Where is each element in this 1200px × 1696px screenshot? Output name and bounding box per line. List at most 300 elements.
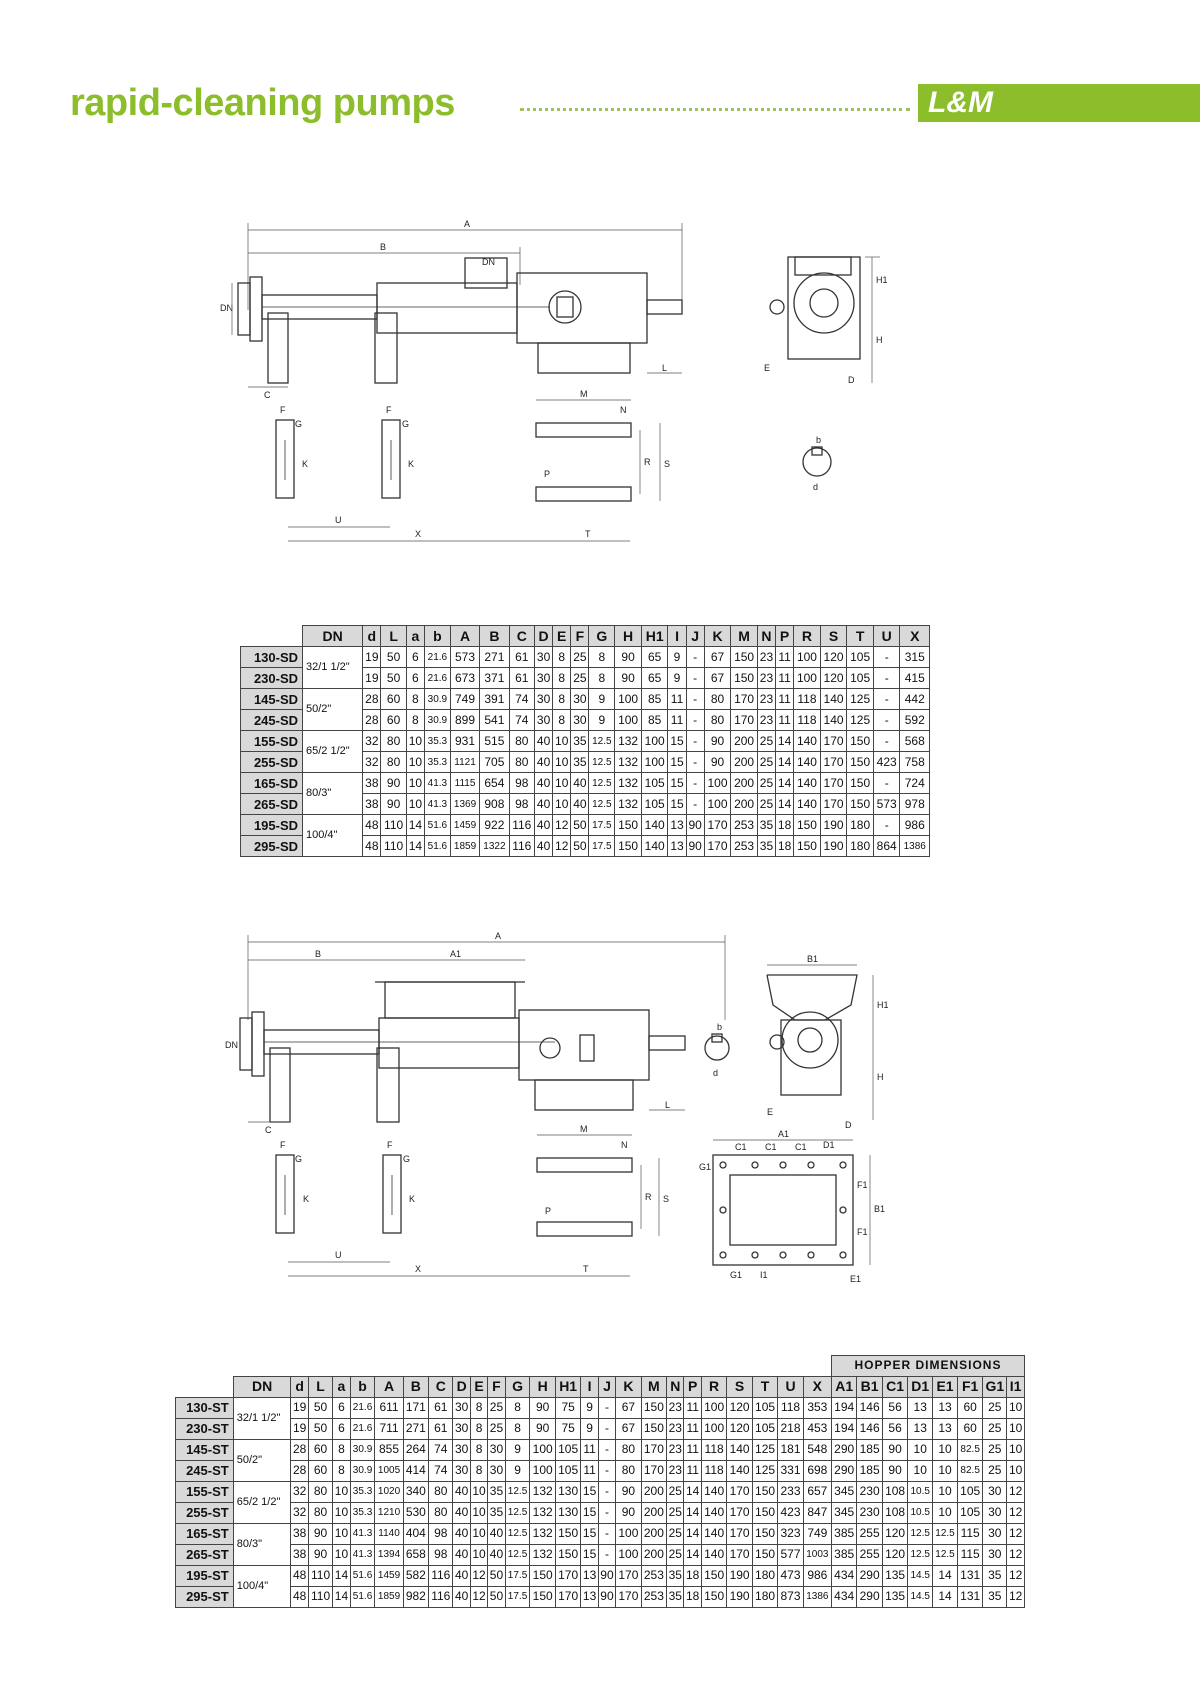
value-cell: 25 [757, 794, 775, 815]
value-cell: 150 [794, 815, 821, 836]
value-cell: 548 [803, 1439, 831, 1460]
value-cell: 50 [571, 836, 589, 857]
value-cell: 18 [684, 1565, 701, 1586]
st-table-body [176, 1397, 1025, 1607]
value-cell: - [873, 668, 900, 689]
value-cell: 48 [291, 1586, 308, 1607]
value-cell: 80 [509, 752, 534, 773]
value-cell: 21.6 [424, 647, 450, 668]
value-cell: - [686, 773, 704, 794]
value-cell: 140 [820, 710, 847, 731]
value-cell: 67 [616, 1397, 641, 1418]
value-cell: 48 [363, 815, 381, 836]
value-cell: 105 [957, 1502, 982, 1523]
value-cell: 290 [857, 1586, 882, 1607]
value-cell: 105 [641, 794, 668, 815]
svg-text:G: G [403, 1154, 411, 1164]
value-cell: 14 [406, 836, 424, 857]
value-cell: 371 [480, 668, 509, 689]
value-cell: 12.5 [933, 1544, 958, 1565]
value-cell: - [598, 1418, 615, 1439]
value-cell: 1003 [803, 1544, 831, 1565]
value-cell: 32 [291, 1481, 308, 1502]
value-cell: - [686, 668, 704, 689]
value-cell: 105 [752, 1418, 777, 1439]
value-cell: 120 [727, 1418, 752, 1439]
value-cell: 140 [701, 1481, 726, 1502]
value-cell: 6 [406, 668, 424, 689]
value-cell: 32 [363, 731, 381, 752]
value-cell: 85 [641, 710, 668, 731]
value-cell: 21.6 [350, 1397, 375, 1418]
value-cell: 194 [831, 1418, 856, 1439]
model-cell: 295-SD [241, 836, 303, 857]
value-cell: 170 [820, 794, 847, 815]
value-cell: 116 [509, 836, 534, 857]
svg-text:U: U [335, 1250, 342, 1260]
value-cell: 98 [509, 773, 534, 794]
value-cell: 17.5 [589, 836, 615, 857]
value-cell: 12 [553, 815, 571, 836]
svg-text:B: B [315, 949, 322, 959]
value-cell: 35 [983, 1565, 1007, 1586]
svg-text:F: F [387, 1140, 393, 1150]
value-cell: 98 [509, 794, 534, 815]
value-cell: 10 [553, 773, 571, 794]
value-cell: 90 [598, 1565, 615, 1586]
value-cell: 118 [794, 689, 821, 710]
value-cell: 180 [752, 1565, 777, 1586]
table-row [241, 647, 930, 668]
value-cell: 40 [535, 752, 553, 773]
svg-text:G: G [295, 1154, 303, 1164]
value-cell: 140 [701, 1523, 726, 1544]
value-cell: 146 [857, 1397, 882, 1418]
value-cell: 90 [882, 1439, 907, 1460]
value-cell: 10 [933, 1502, 958, 1523]
value-cell: 10 [553, 794, 571, 815]
value-cell: 118 [701, 1460, 726, 1481]
value-cell: 125 [752, 1460, 777, 1481]
dn-cell: 50/2" [303, 689, 363, 731]
value-cell: 132 [530, 1523, 555, 1544]
value-cell: 13 [668, 836, 686, 857]
value-cell: 185 [857, 1439, 882, 1460]
value-cell: 90 [704, 752, 731, 773]
svg-text:T: T [583, 1264, 589, 1274]
value-cell: 255 [857, 1523, 882, 1544]
value-cell: 74 [509, 689, 534, 710]
value-cell: 582 [403, 1565, 428, 1586]
table-row [176, 1397, 1025, 1418]
value-cell: 38 [363, 794, 381, 815]
value-cell: 573 [450, 647, 479, 668]
value-cell: 6 [333, 1397, 350, 1418]
table-row [241, 815, 930, 836]
value-cell: 200 [731, 731, 758, 752]
svg-text:F1: F1 [857, 1180, 868, 1190]
value-cell: 140 [641, 815, 668, 836]
value-cell: 14 [684, 1544, 701, 1565]
value-cell: 9 [589, 710, 615, 731]
value-cell: 12.5 [933, 1523, 958, 1544]
svg-text:G: G [295, 419, 303, 429]
value-cell: 41.3 [350, 1544, 375, 1565]
value-cell: 90 [882, 1460, 907, 1481]
value-cell: - [598, 1460, 615, 1481]
value-cell: 18 [776, 836, 794, 857]
value-cell: 8 [470, 1397, 487, 1418]
st-dimension-table [175, 1355, 1025, 1608]
value-cell: 120 [882, 1544, 907, 1565]
value-cell: 80 [308, 1481, 332, 1502]
value-cell: 30 [535, 710, 553, 731]
value-cell: 67 [704, 647, 731, 668]
value-cell: 922 [480, 815, 509, 836]
svg-text:DN: DN [482, 257, 495, 267]
svg-text:H: H [876, 335, 883, 345]
value-cell: 899 [450, 710, 479, 731]
value-cell: 40 [488, 1523, 505, 1544]
value-cell: 592 [900, 710, 930, 731]
value-cell: 170 [704, 836, 731, 857]
value-cell: 40 [535, 773, 553, 794]
value-cell: - [873, 689, 900, 710]
value-cell: 150 [847, 773, 874, 794]
value-cell: 105 [555, 1439, 580, 1460]
value-cell: 6 [406, 647, 424, 668]
value-cell: 50 [488, 1586, 505, 1607]
value-cell: 130 [555, 1502, 580, 1523]
value-cell: 85 [641, 689, 668, 710]
value-cell: 10 [333, 1544, 350, 1565]
svg-text:C1: C1 [795, 1142, 807, 1152]
value-cell: 14 [333, 1565, 350, 1586]
value-cell: 150 [752, 1481, 777, 1502]
value-cell: 51.6 [350, 1565, 375, 1586]
value-cell: 30 [983, 1523, 1007, 1544]
value-cell: 12.5 [505, 1523, 530, 1544]
svg-text:B1: B1 [874, 1204, 886, 1214]
value-cell: 40 [488, 1544, 505, 1565]
value-cell: 74 [509, 710, 534, 731]
value-cell: 30.9 [350, 1439, 375, 1460]
value-cell: 140 [727, 1439, 752, 1460]
value-cell: 90 [686, 836, 704, 857]
value-cell: 12.5 [589, 752, 615, 773]
svg-text:H1: H1 [877, 1000, 889, 1010]
model-cell: 295-ST [176, 1586, 234, 1607]
value-cell: 11 [684, 1439, 701, 1460]
value-cell: 9 [505, 1460, 530, 1481]
value-cell: 10 [470, 1523, 487, 1544]
value-cell: 60 [381, 710, 406, 731]
value-cell: 35 [488, 1481, 505, 1502]
value-cell: 181 [778, 1439, 803, 1460]
model-cell: 245-SD [241, 710, 303, 731]
value-cell: 10 [1007, 1397, 1025, 1418]
value-cell: 10 [553, 731, 571, 752]
table-row [176, 1439, 1025, 1460]
value-cell: 8 [333, 1439, 350, 1460]
value-cell: 10.5 [908, 1481, 933, 1502]
value-cell: 25 [983, 1418, 1007, 1439]
value-cell: 90 [530, 1418, 555, 1439]
svg-text:K: K [303, 1194, 310, 1204]
value-cell: 61 [429, 1418, 453, 1439]
value-cell: 140 [794, 731, 821, 752]
value-cell: 423 [778, 1502, 803, 1523]
value-cell: 200 [641, 1481, 666, 1502]
value-cell: 40 [453, 1481, 470, 1502]
value-cell: 150 [794, 836, 821, 857]
value-cell: 10 [406, 731, 424, 752]
value-cell: 6 [333, 1418, 350, 1439]
value-cell: 9 [581, 1397, 598, 1418]
svg-text:G1: G1 [699, 1162, 712, 1172]
value-cell: 8 [470, 1418, 487, 1439]
value-cell: 170 [616, 1586, 641, 1607]
value-cell: 116 [429, 1565, 453, 1586]
svg-text:A: A [495, 931, 502, 941]
value-cell: 1459 [450, 815, 479, 836]
value-cell: 150 [752, 1502, 777, 1523]
value-cell: 12 [553, 836, 571, 857]
value-cell: 11 [581, 1460, 598, 1481]
value-cell: 200 [731, 794, 758, 815]
value-cell: 82.5 [957, 1460, 982, 1481]
value-cell: 132 [615, 773, 642, 794]
value-cell: 100 [530, 1460, 555, 1481]
value-cell: 345 [831, 1502, 856, 1523]
value-cell: 40 [571, 773, 589, 794]
value-cell: 180 [752, 1586, 777, 1607]
value-cell: 1020 [375, 1481, 403, 1502]
value-cell: 132 [615, 731, 642, 752]
value-cell: 14 [933, 1565, 958, 1586]
value-cell: 10 [333, 1523, 350, 1544]
value-cell: 18 [776, 815, 794, 836]
title-dotted-leader [520, 108, 910, 111]
value-cell: 40 [535, 836, 553, 857]
value-cell: 30.9 [424, 710, 450, 731]
table-row [241, 773, 930, 794]
value-cell: 12.5 [505, 1544, 530, 1565]
value-cell: 110 [381, 836, 406, 857]
svg-text:R: R [645, 1192, 652, 1202]
value-cell: 10 [406, 794, 424, 815]
model-cell: 165-ST [176, 1523, 234, 1544]
value-cell: 253 [731, 836, 758, 857]
value-cell: 10 [406, 752, 424, 773]
value-cell: - [873, 815, 900, 836]
value-cell: 75 [555, 1397, 580, 1418]
value-cell: 12.5 [589, 773, 615, 794]
model-cell: 245-ST [176, 1460, 234, 1481]
value-cell: 10 [406, 773, 424, 794]
model-cell: 130-ST [176, 1397, 234, 1418]
value-cell: 10 [470, 1481, 487, 1502]
value-cell: 118 [701, 1439, 726, 1460]
value-cell: - [598, 1523, 615, 1544]
value-cell: 25 [571, 647, 589, 668]
value-cell: 14 [684, 1502, 701, 1523]
value-cell: 657 [803, 1481, 831, 1502]
value-cell: 255 [857, 1544, 882, 1565]
value-cell: 385 [831, 1523, 856, 1544]
svg-text:C: C [264, 390, 271, 400]
value-cell: 25 [667, 1481, 684, 1502]
value-cell: 100 [641, 731, 668, 752]
svg-text:d: d [713, 1068, 719, 1078]
value-cell: 35 [571, 731, 589, 752]
model-cell: 230-SD [241, 668, 303, 689]
value-cell: 453 [803, 1418, 831, 1439]
value-cell: 170 [731, 689, 758, 710]
value-cell: 25 [983, 1397, 1007, 1418]
value-cell: 67 [704, 668, 731, 689]
svg-text:I1: I1 [760, 1270, 768, 1280]
value-cell: 13 [581, 1586, 598, 1607]
value-cell: 171 [403, 1397, 428, 1418]
svg-text:P: P [545, 1206, 552, 1216]
value-cell: 847 [803, 1502, 831, 1523]
sd-table-body [241, 647, 930, 857]
value-cell: 11 [776, 668, 794, 689]
value-cell: 758 [900, 752, 930, 773]
value-cell: 150 [530, 1565, 555, 1586]
value-cell: 150 [530, 1586, 555, 1607]
model-cell: 145-ST [176, 1439, 234, 1460]
value-cell: 25 [667, 1523, 684, 1544]
dn-cell: 50/2" [233, 1439, 291, 1481]
value-cell: 11 [668, 689, 686, 710]
value-cell: 10 [908, 1460, 933, 1481]
value-cell: 1322 [480, 836, 509, 857]
value-cell: 50 [571, 815, 589, 836]
model-cell: 255-ST [176, 1502, 234, 1523]
value-cell: 170 [641, 1460, 666, 1481]
value-cell: 8 [589, 647, 615, 668]
dn-cell: 100/4" [303, 815, 363, 857]
value-cell: 80 [616, 1460, 641, 1481]
value-cell: 61 [509, 647, 534, 668]
value-cell: 190 [820, 815, 847, 836]
value-cell: 50 [488, 1565, 505, 1586]
value-cell: 150 [615, 836, 642, 857]
value-cell: 146 [857, 1418, 882, 1439]
value-cell: 25 [983, 1460, 1007, 1481]
value-cell: 51.6 [424, 815, 450, 836]
value-cell: 23 [667, 1418, 684, 1439]
value-cell: 90 [616, 1502, 641, 1523]
svg-text:X: X [415, 1264, 422, 1274]
value-cell: 120 [727, 1397, 752, 1418]
value-cell: 515 [480, 731, 509, 752]
value-cell: 414 [403, 1460, 428, 1481]
value-cell: 315 [900, 647, 930, 668]
value-cell: 21.6 [424, 668, 450, 689]
value-cell: 711 [375, 1418, 403, 1439]
value-cell: 13 [933, 1397, 958, 1418]
value-cell: 135 [882, 1565, 907, 1586]
value-cell: 14 [333, 1586, 350, 1607]
value-cell: 150 [641, 1397, 666, 1418]
value-cell: 340 [403, 1481, 428, 1502]
value-cell: - [598, 1544, 615, 1565]
model-cell: 165-SD [241, 773, 303, 794]
value-cell: 80 [704, 710, 731, 731]
svg-text:S: S [664, 459, 671, 469]
value-cell: 25 [757, 752, 775, 773]
value-cell: 50 [381, 647, 406, 668]
model-cell: 155-SD [241, 731, 303, 752]
value-cell: 30 [571, 689, 589, 710]
value-cell: 23 [757, 668, 775, 689]
value-cell: 415 [900, 668, 930, 689]
st-hopper-title-row [176, 1356, 1025, 1377]
svg-text:S: S [663, 1194, 670, 1204]
value-cell: 12.5 [589, 731, 615, 752]
value-cell: 17.5 [505, 1565, 530, 1586]
value-cell: 32 [363, 752, 381, 773]
value-cell: 30 [453, 1418, 470, 1439]
svg-text:F: F [280, 405, 286, 415]
table-row [176, 1460, 1025, 1481]
value-cell: 110 [308, 1565, 332, 1586]
value-cell: 1859 [375, 1586, 403, 1607]
value-cell: - [686, 752, 704, 773]
value-cell: 15 [668, 731, 686, 752]
value-cell: 28 [363, 710, 381, 731]
value-cell: 253 [731, 815, 758, 836]
value-cell: 1121 [450, 752, 479, 773]
value-cell: 9 [589, 689, 615, 710]
value-cell: 90 [686, 815, 704, 836]
value-cell: 180 [847, 815, 874, 836]
value-cell: 140 [701, 1502, 726, 1523]
value-cell: 150 [847, 731, 874, 752]
svg-text:E1: E1 [850, 1274, 862, 1284]
value-cell: 120 [820, 668, 847, 689]
value-cell: 150 [641, 1418, 666, 1439]
value-cell: 10 [333, 1481, 350, 1502]
value-cell: 404 [403, 1523, 428, 1544]
value-cell: 264 [403, 1439, 428, 1460]
value-cell: 74 [429, 1460, 453, 1481]
dn-cell: 100/4" [233, 1565, 291, 1607]
value-cell: 194 [831, 1397, 856, 1418]
value-cell: 434 [831, 1586, 856, 1607]
value-cell: 82.5 [957, 1439, 982, 1460]
value-cell: 25 [983, 1439, 1007, 1460]
value-cell: 115 [957, 1544, 982, 1565]
value-cell: 19 [363, 668, 381, 689]
svg-text:R: R [644, 457, 651, 467]
value-cell: 200 [731, 752, 758, 773]
sd-pump-drawing [220, 215, 920, 595]
value-cell: 873 [778, 1586, 803, 1607]
value-cell: 65 [641, 668, 668, 689]
svg-text:G: G [402, 419, 410, 429]
value-cell: 170 [727, 1523, 752, 1544]
value-cell: 170 [704, 815, 731, 836]
value-cell: 9 [581, 1418, 598, 1439]
value-cell: 80 [308, 1502, 332, 1523]
svg-text:K: K [302, 459, 309, 469]
table-row [241, 731, 930, 752]
value-cell: 8 [553, 689, 571, 710]
